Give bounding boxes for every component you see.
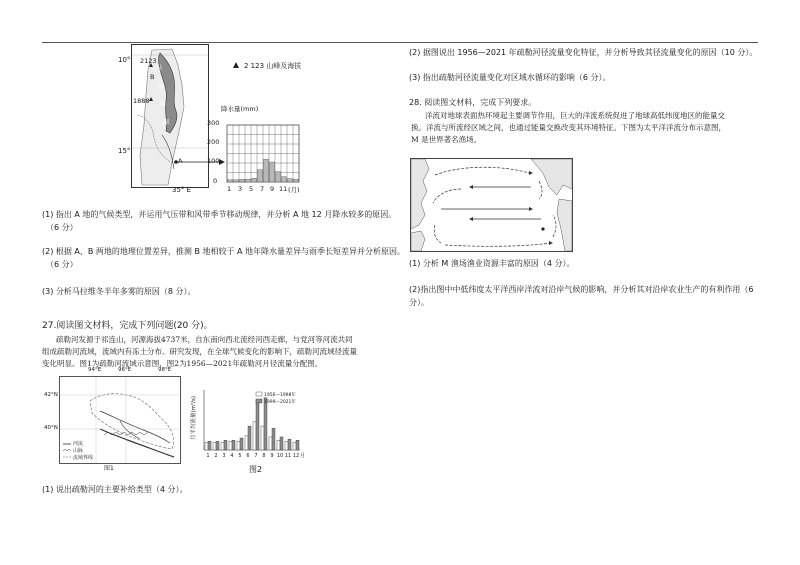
- precip-bar: [258, 170, 263, 182]
- point-b-label: B: [150, 73, 155, 81]
- q27-1: (1) 说出疏勒河的主要补给类型（4 分）。: [42, 485, 188, 494]
- runoff-legend-label: 1999—2021年: [264, 400, 296, 405]
- q27-para-line: 变化明显。图1为疏勒河流域示意图，图2为1956—2021年疏勒河月径流量分配图。: [42, 359, 323, 368]
- runoff-bar: [288, 439, 291, 450]
- runoff-bar: [285, 441, 288, 450]
- q28-title: 28. 阅读图文材料，完成下列要求。: [409, 98, 537, 107]
- lake-char-1: 马: [156, 65, 163, 72]
- runoff-xtick: 8: [262, 453, 266, 459]
- lat-10-label: 10°: [118, 56, 131, 64]
- runoff-xtick: 1: [206, 453, 210, 459]
- runoff-legend-swatch: [256, 392, 262, 396]
- runoff-xtick: 7: [254, 453, 258, 459]
- runoff-bar: [296, 440, 299, 450]
- runoff-legend-label: 1956—1998年: [264, 393, 296, 398]
- q27-paragraph: [42, 334, 392, 370]
- runoff-bar: [224, 440, 227, 450]
- legend-mountain-label: 山脉: [73, 448, 84, 454]
- precip-bar: [246, 179, 251, 182]
- map2-caption: 图1: [104, 465, 114, 472]
- q26-2-score: （6 分）: [46, 260, 78, 269]
- runoff-bar: [221, 442, 224, 450]
- precip-ytick-0: 0: [213, 177, 218, 185]
- lat-42-label: 42°N: [44, 392, 58, 398]
- header-rule: [42, 42, 758, 43]
- precip-xtick: 1: [227, 185, 232, 193]
- lon-35-label: 35° E: [172, 186, 192, 194]
- runoff-bar: [272, 428, 275, 450]
- q26-1-score: （6 分）: [46, 223, 78, 232]
- runoff-bar: [280, 437, 283, 450]
- q28-para-line: 换。洋流与所流经区域之间，也通过能量交换改变其环境特征。下图为太平洋洋流分布示意图，: [411, 123, 726, 132]
- precip-xtick: 7: [260, 185, 265, 193]
- precip-xtick: 9: [270, 185, 275, 193]
- shule-river-map: [59, 376, 181, 464]
- lat-15-label: 15°: [118, 147, 131, 155]
- runoff-xtick: 12: [292, 453, 300, 459]
- runoff-xtick: 6: [246, 453, 250, 459]
- precip-bar: [240, 179, 245, 182]
- q28-1: (1) 分析 M 渔场渔业资源丰富的原因（4 分）。: [409, 259, 575, 268]
- precip-bar: [228, 180, 233, 182]
- peak-1888-label: 1888: [133, 97, 150, 105]
- runoff-bar: [240, 438, 243, 450]
- precip-ytick-100: 100: [207, 157, 220, 165]
- chart2-caption: 图2: [249, 465, 263, 474]
- precip-ylabel: 降水量(mm): [221, 105, 259, 113]
- precip-bar: [276, 172, 281, 182]
- runoff-xtick: 2: [214, 453, 218, 459]
- q26-2: (2) 根据 A、B 两地的地理位置差异，推测 B 地相较于 A 地年降水量差异与雨季长短差异并分析原因。: [42, 247, 406, 256]
- precip-ytick-200: 200: [207, 138, 220, 146]
- q28-paragraph: [411, 110, 726, 146]
- q27-2: (2) 据图说出 1956—2021 年疏勒河径流量变化特征，并分析导致其径流量变化的原因（10 分）。: [409, 48, 758, 57]
- legend-peak-label: 2 123 山峰及海拔: [244, 62, 302, 70]
- runoff-xtick: 9: [270, 453, 274, 459]
- lake-char-3: 维: [160, 101, 167, 108]
- runoff-xtick: 10: [276, 453, 284, 459]
- runoff-bar: [256, 400, 259, 450]
- runoff-xtick: 3: [222, 453, 226, 459]
- lon-94-label: 94°E: [88, 367, 102, 373]
- runoff-xtick: 4: [230, 453, 234, 459]
- runoff-bar: [245, 436, 248, 450]
- precip-ytick-300: 300: [207, 119, 220, 127]
- q26-1: (1) 指出 A 地的气候类型，并运用气压带和风带季节移动规律，并分析 A 地 12 月降水较多的原因。: [42, 210, 397, 219]
- pacific-map-svg: [411, 159, 572, 251]
- runoff-xtick: 5: [238, 453, 242, 459]
- runoff-chart: [196, 384, 304, 462]
- lon-98-label: 98°E: [158, 367, 172, 373]
- runoff-bar: [216, 441, 219, 450]
- q27-para-line: 疏勒河发源于祁连山，河源海拔4737米，自东南向西北流经河西走廊，与党河等河流共同: [56, 335, 353, 344]
- lake-char-2: 拉: [158, 83, 165, 90]
- precip-bar: [294, 179, 299, 182]
- legend-boundary-label: 流域界线: [73, 455, 94, 461]
- runoff-bar: [213, 442, 216, 450]
- q28-2-line2: 分）。: [409, 298, 429, 307]
- runoff-bar: [229, 441, 232, 450]
- runoff-bar: [253, 422, 256, 450]
- precip-bar: [252, 178, 257, 182]
- fishery-m-marker: [541, 227, 544, 230]
- precip-xtick: 3: [238, 185, 243, 193]
- chart2-ylabel: 月平均流量(m³/s): [191, 395, 197, 441]
- precip-bar: [288, 179, 293, 182]
- runoff-bar: [269, 437, 272, 450]
- q27-para-line: 组成疏勒河流域，流域内有冻土分布。研究发现，在全球气候变化的影响下，疏勒河流域径流量: [42, 347, 357, 356]
- runoff-bar: [277, 440, 280, 450]
- q26-3: (3) 分析马拉维冬半年多雾的原因（8 分）。: [42, 287, 196, 296]
- q28-para-line: M 是世界著名渔场。: [411, 135, 482, 144]
- precip-xtick: 11: [279, 185, 288, 193]
- q28-para-line: 洋流对地球表面热环境起主要调节作用，巨大的洋流系统促进了地球高低纬度地区的能量交: [425, 111, 725, 120]
- point-a-label: A: [178, 157, 183, 165]
- runoff-bar: [264, 398, 267, 450]
- runoff-legend-swatch: [256, 399, 262, 403]
- runoff-bar: [232, 440, 235, 450]
- precip-bar: [264, 159, 269, 182]
- pacific-currents-map: [410, 158, 573, 252]
- runoff-bar: [205, 442, 208, 450]
- lake-char-4: 湖: [163, 119, 170, 126]
- runoff-bar: [237, 441, 240, 450]
- q27-title: 27.阅读图文材料，完成下列问题(20 分)。: [42, 321, 213, 331]
- runoff-xtick: 11: [284, 453, 292, 459]
- lon-96-label: 96°E: [118, 367, 132, 373]
- runoff-bar: [261, 426, 264, 450]
- precip-bar: [282, 177, 287, 182]
- q27-3: (3) 指出疏勒河径流量变化对区域水循环的影响（6 分）。: [409, 73, 611, 82]
- legend-river-label: 河流: [73, 441, 84, 447]
- peak-2123-label: 2123: [140, 57, 157, 65]
- precip-bar: [234, 180, 239, 182]
- runoff-bar: [248, 426, 251, 450]
- q28-2-line1: (2)指出图中中低纬度太平洋西岸洋流对沿岸气候的影响，并分析其对沿岸农业生产的有利作用（6: [409, 285, 754, 294]
- precip-xtick: 5: [249, 185, 254, 193]
- precip-xunit: (月): [288, 186, 300, 194]
- chart2-xunit: 月: [300, 453, 306, 459]
- runoff-bar: [208, 441, 211, 450]
- precip-bar: [270, 162, 275, 182]
- runoff-bar: [293, 442, 296, 450]
- legend-peak-icon: [232, 61, 240, 69]
- lat-40-label: 40°N: [44, 425, 58, 431]
